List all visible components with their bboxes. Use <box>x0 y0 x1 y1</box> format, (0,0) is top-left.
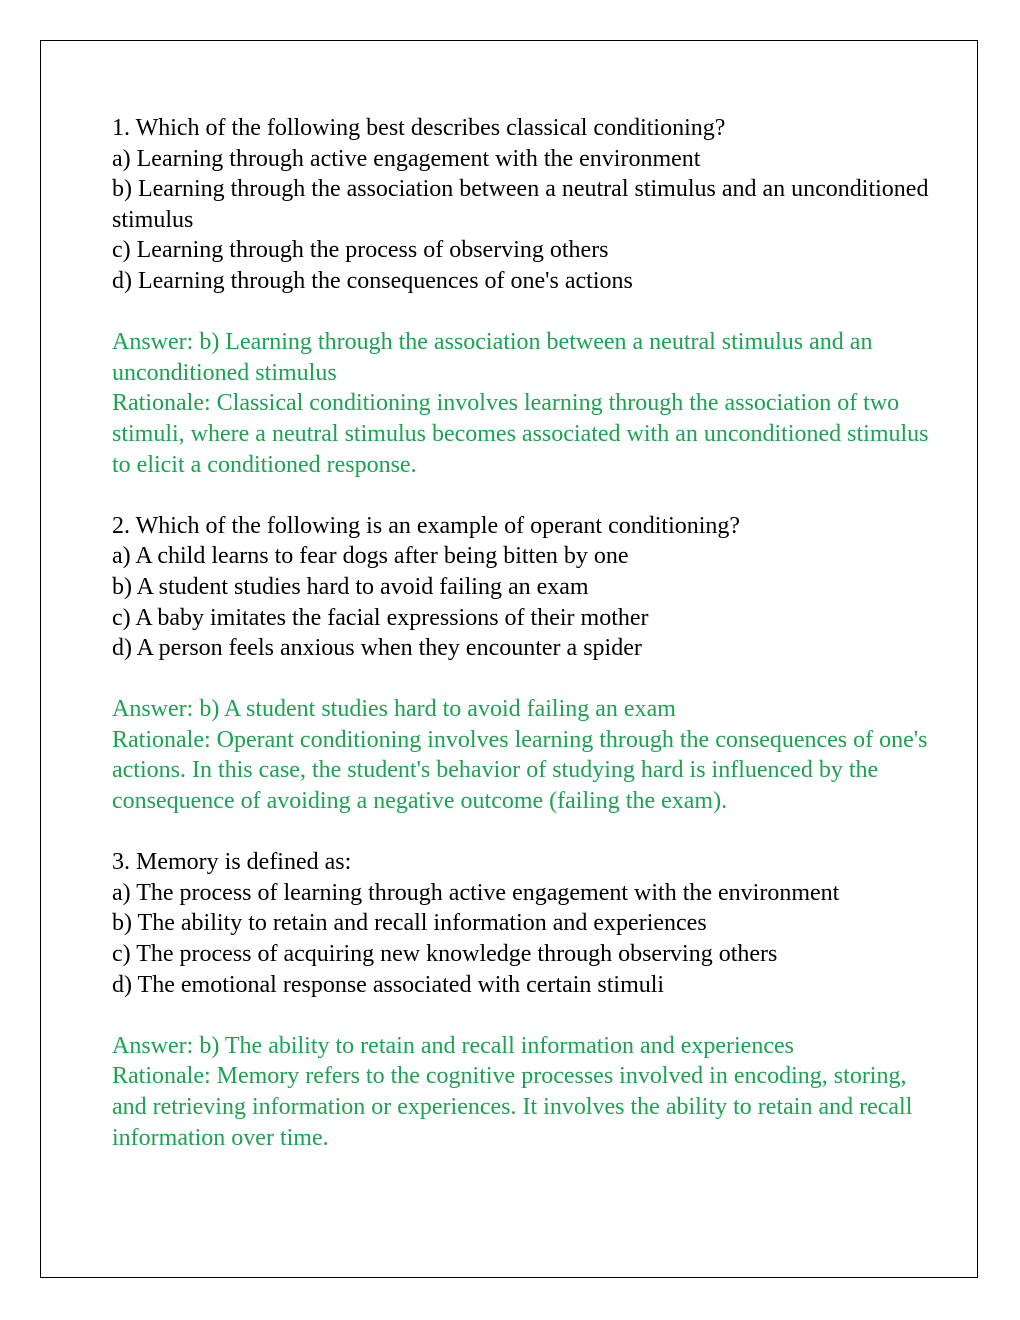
answer-block-2 <box>112 694 932 816</box>
question-block-2 <box>112 511 932 664</box>
answer-block-3 <box>112 1031 932 1153</box>
question-block-1 <box>112 113 932 297</box>
rationale-text: Rationale: Operant conditioning involves learning through the consequences of one's actions. In this case, the student's behavior of studying hard is influenced by the consequence of avoiding a negative outcome (failing the exam). <box>112 726 928 815</box>
option-b: b) A student studies hard to avoid failing an exam <box>112 573 589 600</box>
option-d: d) A person feels anxious when they encounter a spider <box>112 635 642 662</box>
answer-text: Answer: b) Learning through the association between a neutral stimulus and an unconditioned stimulus <box>112 329 873 386</box>
rationale-text: Rationale: Classical conditioning involves learning through the association of two stimuli, where a neutral stimulus becomes associated with an unconditioned stimulus to elicit a conditioned response. <box>112 390 929 478</box>
option-c: c) Learning through the process of observing others <box>112 237 609 264</box>
option-c: c) A baby imitates the facial expressions of their mother <box>112 604 649 631</box>
question-text: 2. Which of the following is an example of operant conditioning? <box>112 512 741 539</box>
rationale-text: Rationale: Memory refers to the cognitive processes involved in encoding, storing, and retrieving information or experiences. It involves the ability to retain and recall information over time. <box>112 1063 913 1151</box>
option-b: b) The ability to retain and recall information and experiences <box>112 910 707 937</box>
question-text: 3. Memory is defined as: <box>112 849 352 876</box>
document-page <box>40 40 978 1278</box>
option-d: d) Learning through the consequences of one's actions <box>112 267 633 294</box>
option-b: b) Learning through the association between a neutral stimulus and an unconditioned stimulus <box>112 176 929 233</box>
option-a: a) A child learns to fear dogs after being bitten by one <box>112 543 629 570</box>
answer-text: Answer: b) A student studies hard to avoid failing an exam <box>112 696 676 723</box>
answer-text: Answer: b) The ability to retain and recall information and experiences <box>112 1032 794 1059</box>
quiz-content <box>112 113 932 1153</box>
option-a: a) The process of learning through active engagement with the environment <box>112 879 840 906</box>
option-d: d) The emotional response associated with certain stimuli <box>112 971 665 998</box>
question-text: 1. Which of the following best describes classical conditioning? <box>112 115 726 141</box>
answer-block-1 <box>112 327 932 480</box>
option-a: a) Learning through active engagement with the environment <box>112 145 701 172</box>
question-block-3 <box>112 847 932 1000</box>
option-c: c) The process of acquiring new knowledge through observing others <box>112 941 778 968</box>
